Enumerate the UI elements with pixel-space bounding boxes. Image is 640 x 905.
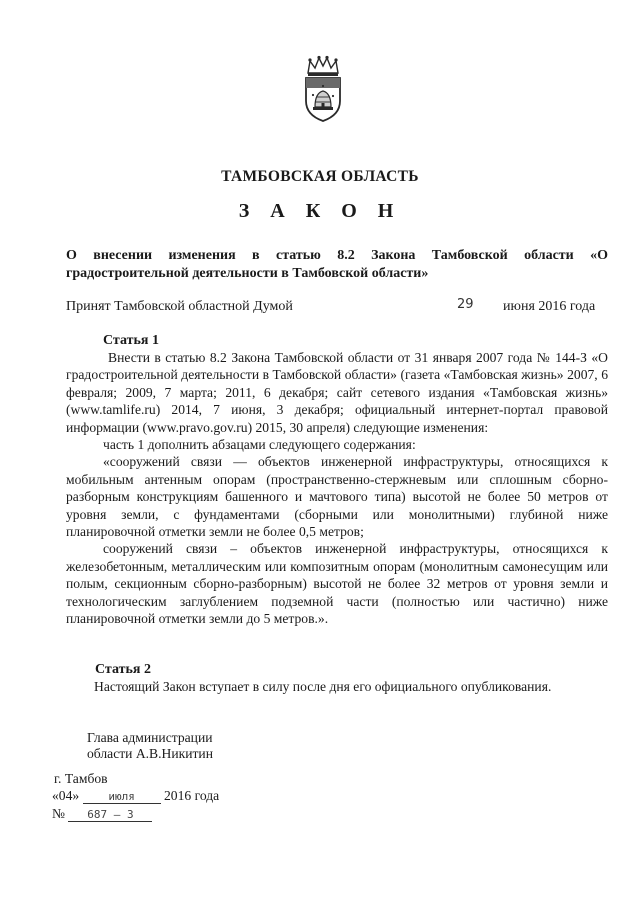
number-stamp: 687 – З	[68, 808, 152, 822]
number-label: №	[52, 806, 65, 821]
adopted-month-year: июня 2016 года	[503, 299, 596, 314]
date-close-quote: »	[72, 788, 80, 803]
date-year: 2016 года	[164, 788, 220, 803]
law-subject: О внесении изменения в статью 8.2 Закона Тамбовской области «О градостроительной деятельности в Тамбовской области»	[66, 248, 608, 281]
signatory-position: Глава администрации	[87, 730, 213, 745]
date-day: 04	[58, 788, 73, 803]
coat-of-arms-icon	[298, 55, 348, 123]
date-month-stamp: июля	[83, 790, 161, 804]
region-title: ТАМБОВСКАЯ ОБЛАСТЬ	[221, 168, 419, 185]
article-2-title: Статья 2	[95, 662, 151, 677]
article-1-paragraph: «сооружений связи — объектов инженерной инфраструктуры, относящихся к мобильным антенным опорам (пространственно-стержневым или сплошным сборно-разборным конструкциям башенного и мачтового типа) высотой не более 50 метров от уровня земли, с фундаментами (сборными или монолитными) глубиной ниже планировочной отметки земли не более 0,5 метров;	[66, 454, 608, 540]
date-open-quote: «	[52, 788, 59, 803]
adopted-by: Принят Тамбовской областной Думой	[66, 299, 293, 314]
article-1-body	[66, 349, 608, 628]
signing-date	[52, 788, 219, 804]
article-1-title: Статья 1	[103, 333, 159, 348]
law-number	[52, 806, 152, 822]
document-type: З А К О Н	[238, 200, 402, 222]
article-1-paragraph: сооружений связи – объектов инженерной инфраструктуры, относящихся к железобетонным, металлическим или композитным опорам (монолитным самонесущим или полым, секционным сборно-разборным) высотой не более 32 метров от уровня земли и технологическим заглублением подземной части (полностью или частично) ниже планировочной отметки земли до 5 метров.».	[66, 541, 608, 627]
signatory-name: области А.В.Никитин	[87, 746, 213, 761]
article-1-paragraph: Внести в статью 8.2 Закона Тамбовской области от 31 января 2007 года № 144-З «О градостроительной деятельности в Тамбовской области» (газета «Тамбовская жизнь» 2007, 6 февраля; 2009, 7 марта; 2011, 6 декабря; сайт сетевого издания «Тамбовская жизнь» (www.tamlife.ru) 2014, 7 июня, 3 декабря; официальный интернет-портал правовой информации (www.pravo.gov.ru) 2015, 30 апреля) следующие изменения:	[66, 350, 608, 435]
city: г. Тамбов	[54, 771, 108, 786]
article-1-paragraph: часть 1 дополнить абзацами следующего содержания:	[103, 437, 416, 453]
adopted-day: 29	[457, 297, 474, 312]
article-2-body: Настоящий Закон вступает в силу после дня его официального опубликования.	[94, 679, 552, 694]
